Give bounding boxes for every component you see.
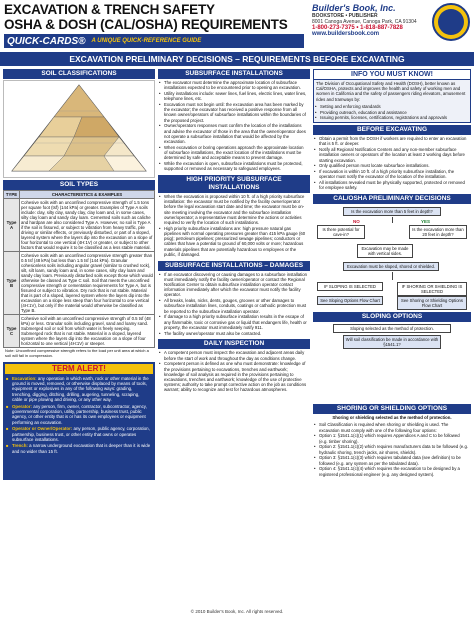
term-alert-list bbox=[5, 374, 153, 455]
type-b-label: Type B bbox=[4, 252, 20, 315]
flow-if-shoring: IF SHORING OR SHIELDING IS SELECTED bbox=[397, 282, 467, 296]
list-item bbox=[12, 404, 151, 426]
publisher-phone: 1-800-273-7375 • 1-818-887-7828 bbox=[312, 25, 403, 31]
publisher-subtitle: BOOKSTORE • PUBLISHER bbox=[312, 13, 378, 19]
sloping-selected-box: Sloping selected as the method of protection. bbox=[333, 324, 451, 333]
quality-seal-icon bbox=[432, 3, 470, 41]
term-alert-box bbox=[3, 362, 155, 480]
decision-flowchart bbox=[313, 204, 471, 354]
soil-triangle-diagram bbox=[4, 81, 154, 177]
term-definition: a narrow underground excavation that is deeper than it is wide and no wider than 15 ft. bbox=[12, 443, 151, 454]
flow-see-shoring-chart: See Shoring or Shielding Options Flow Chart bbox=[397, 296, 467, 310]
type-a-label: Type A bbox=[4, 199, 20, 252]
list-item: • When excavation or boring operations approach the approximate location of subsurface installations, the exact location of the installations must be determined by safe and acceptable means to prevent damage. bbox=[164, 145, 308, 161]
damages-header: SUBSURFACE INSTALLATIONS – DAMAGES bbox=[158, 261, 310, 271]
shoring-selected-text: Shoring or shielding selected as the method of protection. bbox=[332, 415, 452, 421]
type-c-label: Type C bbox=[4, 315, 20, 348]
table-row bbox=[4, 315, 155, 348]
table-header-row bbox=[4, 191, 155, 199]
soil-classifications-header: SOIL CLASSIFICATIONS bbox=[3, 69, 155, 79]
list-item: • Option 3: §1541.1(c)(3) which requires tabulated data (see definition) to be followed (e.g. any system as per the tabulated data). bbox=[319, 455, 469, 465]
table-row bbox=[4, 252, 155, 315]
type-a-text: Cohesive soils with an unconfined compressive strength of 1.5 tons per square foot (tsf) (144 kPa) or greater. Examples of Type A soils include: clay, silty clay, sandy clay, clay loam and, in some cases, silty clay loam and sandy clay loam. Cemented soils such as caliche and hardpan are also considered Type A. However, no soil is Type A if the soil is fissured, or subject to vibration from heavy traffic, pile driving or similar effects, or previously disturbed, or part of a sloped, layered system where the layers dip into the excavation on a slope of four horizontal to one vertical (4H:1V) or greater, or subject to other factors that would require it to be classified as a less stable material. bbox=[20, 199, 155, 252]
list-item: • Excavation must not begin until: the excavation area has been marked by the excavator; the excavator has received a positive response from all known owner/operators of subsurface installations within the boundaries of the proposed project. bbox=[164, 102, 308, 123]
type-c-text: Cohesive soil with an unconfined compressive strength of 0.5 tsf (48 kPa) or less. Granular soils including gravel, sand and loamy sand. Submerged soil or soil from which water is freely seeping. Submerged rock that is not stable. Material in a sloped, layered system where the layers dip into the excavation on a slope of four horizontal to one vertical (4H:1V) or steeper. bbox=[20, 315, 155, 348]
info-title: INFO YOU MUST KNOW! bbox=[314, 70, 470, 80]
shoring-options-header: SHORING OR SHIELDING OPTIONS bbox=[313, 404, 471, 414]
flow-yes-label: YES bbox=[421, 219, 431, 225]
term-definition: any person, firm, owner, contractor, subcontractor, agency, governmental corporation, utility, partnership, business trust, public agency, or other entity that is or has its own employees or equipment performing an excavation. bbox=[12, 403, 147, 425]
daily-inspection-list bbox=[158, 349, 310, 394]
before-excavating-list bbox=[313, 135, 471, 192]
copyright: © 2010 Builder's Book, Inc. All rights reserved. bbox=[190, 609, 284, 614]
type-b-text: Cohesive soils with an unconfined compressive strength greater than 0.5 tsf (48 kPa) but less than 1.5 tsf (144 kPa). Granular cohesionless soils including angular gravel (similar to crushed rock), silt, silt loam, sandy loam and, in some cases, silty clay loam and sandy clay loam. Previously disturbed soils except those which would otherwise be classed as Type C soil. Soil that meets the unconfined compressive strength or cementation requirements for Type A, but is fissured or subject to vibration. Dry rock that is not stable. Material that is part of a sloped, layered system where the layers dip into the excavation on a slope less steep than four horizontal to one vertical (4H:1V), but only if the material would otherwise be classified as Type B. bbox=[21, 253, 153, 313]
list-item: • Option 1: §1541.1(c)(1) which requires Appendices A and C to be followed (e.g. timber shoring). bbox=[319, 433, 469, 443]
title-line-1: EXCAVATION & TRENCH SAFETY bbox=[4, 2, 215, 17]
column-middle bbox=[158, 69, 310, 394]
term-definition: any operation in which earth, rock or other material in the ground is moved, removed, or otherwise displaced by means of tools, equipment or explosives in any of the following ways: grading, trenching, digging, ditching, drilling, augering, tunneling, scraping, cable or pipe plowing and driving, or any other way. bbox=[12, 375, 149, 403]
publisher-name: Builder's Book, Inc. bbox=[312, 3, 396, 13]
term-alert-title: TERM ALERT! bbox=[5, 364, 153, 374]
sloping-classification-question: Will soil classification be made in accordance with §1541.1? bbox=[343, 335, 441, 349]
flow-no-label: NO bbox=[353, 219, 360, 225]
term-definition: any person, public agency, corporation, partnership, business trust, or other entity that owns or operates subsurface installations. bbox=[12, 426, 150, 443]
flow-see-sloping-chart: See Sloping Options Flow Chart bbox=[317, 296, 383, 305]
header bbox=[0, 0, 474, 52]
damages-list bbox=[158, 271, 310, 338]
publisher-website: www.buildersbook.com bbox=[312, 31, 380, 37]
list-item: • A competent person must inspect the excavation and adjacent areas daily before the start of work and throughout the day as conditions change. bbox=[164, 350, 308, 360]
term-trench: Trench: bbox=[12, 443, 28, 449]
publisher-address: 8001 Canoga Avenue, Canoga Park, CA 91304 bbox=[312, 19, 417, 25]
list-item: • If excavation is within 10 ft. of a high priority subsurface installation, the operator must notify the excavator of the location of the installation. bbox=[319, 169, 469, 179]
subsurface-installations-header: SUBSURFACE INSTALLATIONS bbox=[158, 69, 310, 79]
flow-connector bbox=[392, 272, 393, 280]
list-item: • Notify all Regional Notification Centers and any non-member subsurface installation owners or operators of the location at least 2 working days before starting excavation. bbox=[319, 147, 469, 163]
publisher-block bbox=[312, 3, 430, 37]
table-row bbox=[4, 199, 155, 252]
column-right bbox=[313, 69, 471, 478]
list-item: • While the excavation is open, subsurface installations must be protected, supported or removed as necessary to safeguard employees. bbox=[164, 161, 308, 171]
list-item: • Soil Classification is required when shoring or shielding is used. The excavation must comply with one of the following four options: bbox=[319, 422, 469, 432]
soil-types-table bbox=[3, 190, 155, 348]
compressive-strength-note: Note: Unconfined compressive strength refers to the load per unit area at which a soil will fail in compression. bbox=[5, 348, 149, 358]
list-item: • Only qualified person must locate subsurface installations. bbox=[319, 163, 469, 168]
list-item: • Issuing permits, licenses, certifications, registrations and approvals bbox=[320, 115, 468, 120]
column-left bbox=[3, 69, 155, 480]
list-item: • Option 4: §1541.1(c)(4) which requires the excavation to be designed by a registered professional engineer (e.g. any designed system). bbox=[319, 466, 469, 476]
flow-question-cave-in: Is there potential for cave-in? bbox=[317, 225, 365, 239]
sloping-options-header: SLOPING OPTIONS bbox=[313, 312, 471, 322]
list-item bbox=[12, 376, 151, 403]
info-text: The Division of Occupational Safety and Health (DOSH), better known as Cal/OSHA, protects and improves the health and safety of working men and women in California and the safety of passengers riding elevators, amusement rides and tramways by: bbox=[316, 81, 466, 102]
term-excavation: Excavation: bbox=[12, 375, 37, 381]
list-item: • Competent person is defined as one who must demonstrate: knowledge of the provisions pertaining to excavations, trenches and earthwork; knowledge of soil analysis as required in the provisions pertaining to excavations, trenches and earthwork; knowledge of the use of protective systems; authority to take prompt corrective action on the job as conditions warrant; ability to recognize and test for hazardous atmospheres. bbox=[164, 361, 308, 392]
info-box bbox=[313, 69, 471, 123]
list-item: • If damage to a high priority subsurface installation results in the escape of any flammable, toxic or corrosive gas or liquid that endangers life, health or property, the excavator must immediately notify 911. bbox=[164, 314, 308, 330]
flow-question-20ft: Is the excavation more than 20 feet in depth? bbox=[409, 225, 467, 239]
list-item bbox=[12, 426, 151, 442]
main-banner: EXCAVATION PRELIMINARY DECISIONS – REQUIREMENTS BEFORE EXCAVATING bbox=[0, 52, 474, 66]
daily-inspection-header: DAILY INSPECTION bbox=[158, 339, 310, 349]
high-priority-header: HIGH PRIORITY SUBSURFACE INSTALLATIONS bbox=[158, 175, 310, 193]
term-owner-operator: Operator or Owner/Operator: bbox=[12, 426, 73, 432]
before-excavating-header: BEFORE EXCAVATING bbox=[313, 125, 471, 135]
list-item: • The facility owner/operator must also be contacted. bbox=[164, 331, 308, 336]
list-item: • Utility installations include: sewer lines, fuel lines, electric lines, water lines, telephone lines, etc. bbox=[164, 91, 308, 101]
quick-cards-bar bbox=[4, 34, 304, 48]
list-item: • Option 2: §1541.1(c)(2) which requires manufacturers data to be followed (e.g. hydraulic shoring, trench jacks, air shores, shields). bbox=[319, 444, 469, 454]
term-operator: Operator: bbox=[12, 403, 33, 409]
list-item: • High priority subsurface installations are: high pressure natural gas pipelines with normal operating pressures greater than 415 kPa gauge (60 psig); petroleum pipelines; pressurized sewage pipelines; conductors or cables that have a potential to ground of 60,000 volts or more; hazardous materials pipelines that are potentially hazardous to employees or the public, if damaged. bbox=[164, 226, 308, 257]
list-item: • Providing outreach, education and assistance bbox=[320, 110, 468, 115]
soil-texture-triangle bbox=[3, 80, 155, 178]
title-block bbox=[4, 2, 304, 48]
list-item: • If an excavator discovering or causing damages to a subsurface installation must immediately notify the facility owner/operator or contact the Regional Notification Center to obtain subsurface installation operator contact information immediately after which the excavator must notify the facility operator. bbox=[164, 272, 308, 298]
list-item: • Owner/operators responses must confirm the location of the installations and advise the excavator of those in the area that the owner/operator does not operate a subsurface installation that would be affected by the excavation. bbox=[164, 123, 308, 144]
list-item: • When the excavation is proposed within 10 ft. of a high priority subsurface installation: the excavator must be notified by the facility owner/operator before the legal excavation start date and time; the excavator must be on-site meeting involving the excavator and the subsurface installation owner/operator; a representative must determine the actions or activities required to verify the location of such installations. bbox=[164, 194, 308, 225]
flow-must-slope-shore: Excavation must be sloped, shored or shielded. bbox=[343, 262, 439, 271]
list-item: • The excavator must determine the approximate location of subsurface installations expected to be encountered prior to opening an excavation. bbox=[164, 80, 308, 90]
flow-if-sloping: IF SLOPING IS SELECTED bbox=[317, 282, 383, 291]
flow-question-depth: Is the excavation more than 5 feet in depth? bbox=[343, 207, 441, 216]
list-item: • All breaks, leaks, nicks, dents, gouges, grooves or other damages to subsurface installation lines, conduits, coatings or cathodic protection must be reported to the subsurface installation operator. bbox=[164, 298, 308, 314]
list-item: • Setting and enforcing standards bbox=[320, 104, 468, 109]
seal-center bbox=[438, 9, 464, 35]
shoring-options-list bbox=[313, 421, 471, 478]
col-header-type: TYPE bbox=[4, 191, 20, 199]
quick-cards-tagline: A UNIQUE QUICK-REFERENCE GUIDE bbox=[91, 38, 202, 44]
list-item: • Obtain a permit from the DOSH if workers are required to enter an excavation that is 5 ft. or deeper. bbox=[319, 136, 469, 146]
soil-types-header: SOIL TYPES bbox=[3, 180, 155, 190]
list-item bbox=[12, 443, 151, 454]
high-priority-list bbox=[158, 193, 310, 259]
col-header-characteristics: CHARACTERISTICS & EXAMPLES bbox=[20, 191, 155, 199]
flow-vertical-sides: Excavation may be made with vertical sides. bbox=[357, 244, 413, 258]
subsurface-list bbox=[158, 79, 310, 173]
flow-connector bbox=[392, 217, 393, 223]
title-line-2: OSHA & DOSH (CAL/OSHA) REQUIREMENTS bbox=[4, 17, 288, 32]
info-list bbox=[314, 103, 470, 122]
quick-cards-brand: QUICK-CARDS® bbox=[7, 35, 86, 47]
calosha-decisions-header: CAL/OSHA PRELIMINARY DECISIONS bbox=[313, 194, 471, 204]
list-item: • All installations revealed must be physically supported, protected or removed for employee safety. bbox=[319, 180, 469, 190]
